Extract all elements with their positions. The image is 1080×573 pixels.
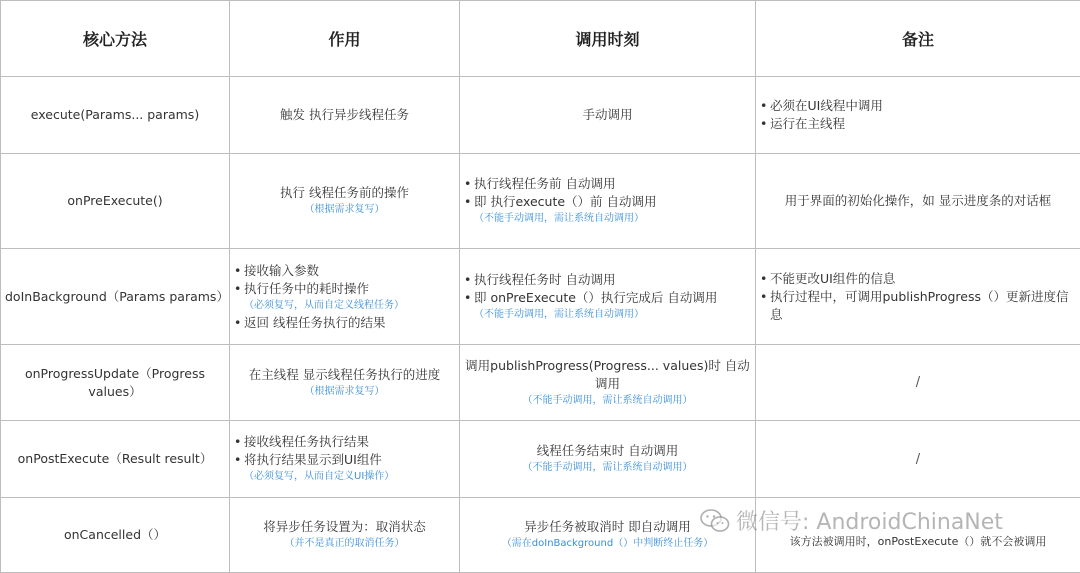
purpose-note: （并不是真正的取消任务）: [284, 538, 405, 549]
purpose-bullet: • 接收输入参数: [234, 262, 455, 280]
table-row: [1, 154, 1080, 249]
timing-note: （不能手动调用，需让系统自动调用）: [474, 213, 644, 224]
purpose-bullet: • 接收线程任务执行结果: [234, 433, 455, 451]
timing-cell: [460, 154, 756, 249]
purpose-bullet: • 将执行结果显示到UI组件: [234, 451, 455, 469]
timing-cell: [460, 249, 756, 345]
method-cell: [1, 249, 230, 345]
method-cell: [1, 345, 230, 421]
purpose-cell: [230, 154, 460, 249]
timing-bullet: • 执行线程任务时 自动调用: [464, 271, 751, 289]
purpose-note: （必须复写，从而自定义UI操作）: [244, 471, 395, 482]
watermark: [700, 505, 1003, 536]
purpose-bullet: • 执行任务中的耗时操作: [234, 280, 455, 298]
method-cell: [1, 154, 230, 249]
purpose-note: （根据需求复写）: [304, 204, 385, 215]
header-core-method: 核心方法: [1, 1, 230, 77]
timing-text: 线程任务结束时 自动调用: [536, 443, 679, 458]
purpose-cell: [230, 345, 460, 421]
timing-bullet: • 即 onPreExecute（）执行完成后 自动调用: [464, 289, 751, 307]
timing-cell: [460, 77, 756, 154]
header-remark: 备注: [756, 1, 1080, 77]
method-cell: [1, 77, 230, 154]
remark-text: /: [915, 451, 921, 467]
remark-cell: [756, 77, 1080, 154]
purpose-bullet-list: [234, 433, 455, 469]
timing-text: 手动调用: [582, 107, 633, 122]
timing-bullet-list: [464, 175, 751, 211]
remark-cell: [756, 345, 1080, 421]
method-name: onPreExecute(): [67, 193, 163, 208]
remark-bullet: • 必须在UI线程中调用: [760, 97, 1076, 115]
timing-note: （不能手动调用，需让系统自动调用）: [522, 462, 693, 473]
purpose-cell: [230, 77, 460, 154]
timing-note: （不能手动调用，需让系统自动调用）: [474, 308, 644, 320]
header-call-timing: 调用时刻: [460, 1, 756, 77]
method-name: onCancelled（）: [63, 527, 166, 542]
table-row: [1, 421, 1080, 498]
remark-cell: [756, 421, 1080, 498]
wechat-logo-icon: [700, 508, 730, 534]
remark-text: 该方法被调用时，onPostExecute（）就不会被调用: [789, 535, 1047, 548]
method-cell: [1, 421, 230, 498]
remark-cell: [756, 249, 1080, 345]
header-purpose: 作用: [230, 1, 460, 77]
purpose-bullet-list: [234, 262, 455, 298]
table-row: [1, 345, 1080, 421]
purpose-cell: [230, 249, 460, 345]
table-row: [1, 249, 1080, 345]
timing-text: 调用publishProgress(Progress... values)时 自动调用: [465, 357, 750, 391]
remark-text: 用于界面的初始化操作，如 显示进度条的对话框: [784, 193, 1052, 208]
purpose-text: 将异步任务设置为：取消状态: [263, 519, 426, 534]
purpose-bullet-list: [234, 314, 455, 332]
remark-text: /: [915, 375, 921, 390]
remark-cell: [756, 154, 1080, 249]
timing-cell: [460, 421, 756, 498]
purpose-cell: [230, 498, 460, 573]
remark-bullet-list: [760, 270, 1076, 324]
purpose-bullet: • 返回 线程任务执行的结果: [234, 314, 455, 332]
remark-bullet: • 运行在主线程: [760, 115, 1076, 133]
remark-bullet: • 不能更改UI组件的信息: [760, 270, 1076, 288]
method-name: onProgressUpdate（Progress values）: [24, 365, 206, 399]
remark-bullet-list: [760, 97, 1076, 133]
purpose-note: （必须复写，从而自定义线程任务）: [244, 299, 404, 311]
table-row: [1, 77, 1080, 154]
timing-note: （需在doInBackground（）中判断终止任务）: [501, 538, 714, 549]
timing-bullet-list: [464, 271, 751, 307]
method-name: execute(Params... params): [30, 107, 200, 122]
method-name: doInBackground（Params params）: [5, 288, 229, 304]
method-name: onPostExecute（Result result）: [17, 451, 213, 466]
remark-bullet: • 执行过程中，可调用publishProgress（）更新进度信息: [760, 288, 1076, 324]
method-cell: [1, 498, 230, 573]
purpose-note: （根据需求复写）: [304, 385, 385, 397]
timing-text: 异步任务被取消时 即自动调用: [524, 519, 691, 534]
purpose-cell: [230, 421, 460, 498]
timing-bullet: • 执行线程任务前 自动调用: [464, 175, 751, 193]
watermark-text: 微信号: AndroidChinaNet: [736, 510, 1003, 535]
purpose-text: 执行 线程任务前的操作: [280, 185, 409, 200]
purpose-text: 在主线程 显示线程任务执行的进度: [248, 366, 441, 382]
purpose-text: 触发 执行异步线程任务: [280, 107, 409, 122]
timing-note: （不能手动调用，需让系统自动调用）: [522, 394, 693, 406]
timing-cell: [460, 345, 756, 421]
timing-bullet: • 即 执行execute（）前 自动调用: [464, 193, 751, 211]
table-header-row: [1, 1, 1080, 77]
